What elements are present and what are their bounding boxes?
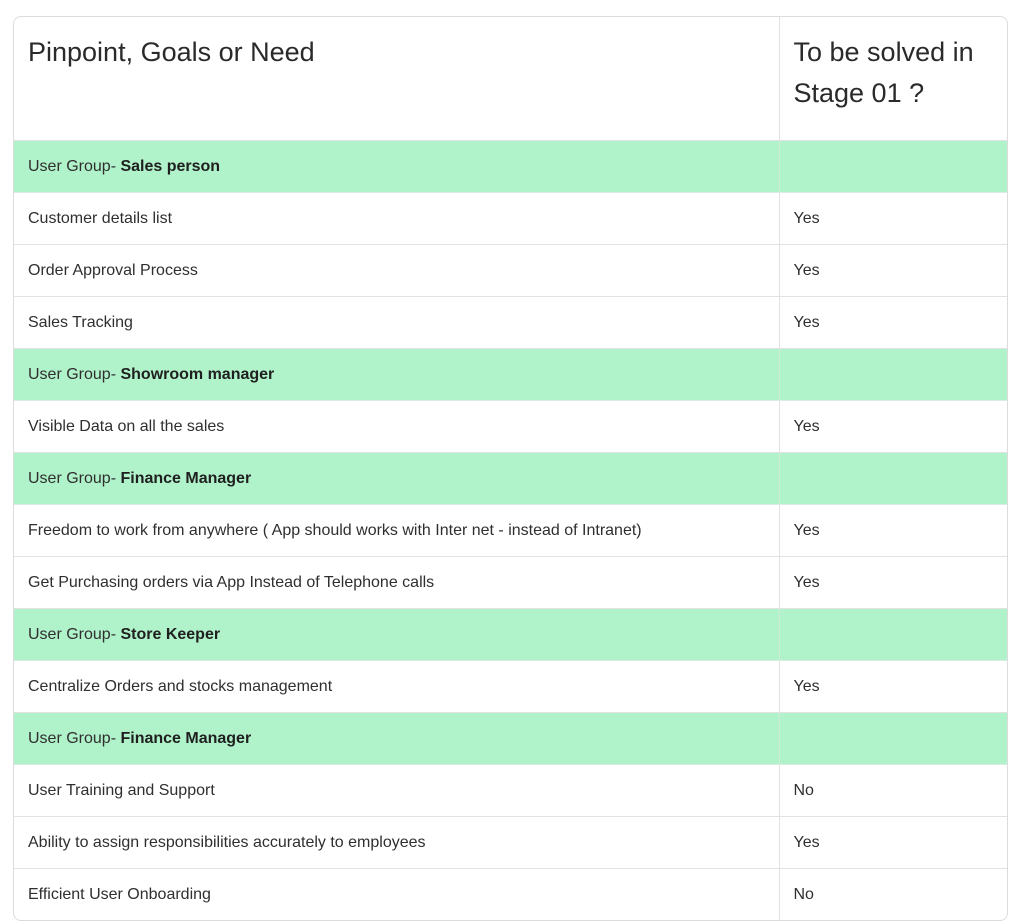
group-row — [14, 141, 1007, 193]
group-prefix: User Group- — [28, 469, 121, 487]
requirements-table — [14, 17, 1007, 920]
need-cell: Ability to assign responsibilities accurately to employees — [14, 817, 779, 869]
answer-cell — [779, 609, 1007, 661]
table-row — [14, 557, 1007, 609]
requirements-table-container — [13, 16, 1008, 921]
header-need: Pinpoint, Goals or Need — [14, 17, 779, 141]
need-cell: Order Approval Process — [14, 245, 779, 297]
table-row — [14, 245, 1007, 297]
group-row — [14, 349, 1007, 401]
group-cell — [14, 609, 779, 661]
answer-cell: Yes — [779, 193, 1007, 245]
group-prefix: User Group- — [28, 365, 121, 383]
answer-cell: Yes — [779, 297, 1007, 349]
group-row — [14, 453, 1007, 505]
answer-cell: Yes — [779, 245, 1007, 297]
answer-cell: No — [793, 885, 814, 903]
header-row — [14, 17, 1007, 141]
answer-cell: Yes — [779, 817, 1007, 869]
table-body — [14, 141, 1007, 921]
group-cell — [14, 349, 779, 401]
header-stage — [779, 17, 1007, 141]
header-stage-line1: To be solved in — [793, 37, 974, 67]
group-name: Finance Manager — [120, 729, 252, 747]
table-row — [14, 765, 1007, 817]
group-name: Finance Manager — [120, 469, 252, 487]
group-row — [14, 609, 1007, 661]
need-cell: Sales Tracking — [14, 297, 779, 349]
answer-cell — [779, 713, 1007, 765]
answer-cell — [779, 141, 1007, 193]
table-row — [14, 193, 1007, 245]
table-row — [14, 661, 1007, 713]
table-row — [14, 817, 1007, 869]
table-row — [14, 401, 1007, 453]
group-prefix: User Group- — [28, 729, 121, 747]
answer-cell: Yes — [779, 505, 1007, 557]
group-name: Sales person — [120, 157, 221, 175]
group-prefix: User Group- — [28, 157, 121, 175]
answer-cell: No — [779, 765, 1007, 817]
need-cell: Get Purchasing orders via App Instead of Telephone calls — [14, 557, 779, 609]
group-cell — [14, 713, 779, 765]
group-cell — [14, 141, 779, 193]
answer-cell: Yes — [779, 557, 1007, 609]
group-prefix: User Group- — [28, 625, 121, 643]
table-header — [14, 17, 1007, 141]
need-cell: Customer details list — [14, 193, 779, 245]
need-cell: Visible Data on all the sales — [14, 401, 779, 453]
group-cell — [14, 453, 779, 505]
table-row — [14, 297, 1007, 349]
group-row — [14, 713, 1007, 765]
need-cell: Freedom to work from anywhere ( App should works with Inter net - instead of Intranet) — [14, 505, 779, 557]
need-cell: Centralize Orders and stocks management — [14, 661, 779, 713]
group-name: Showroom manager — [120, 365, 275, 383]
answer-cell: Yes — [779, 661, 1007, 713]
need-cell: User Training and Support — [14, 765, 779, 817]
table-row — [14, 505, 1007, 557]
answer-cell: Yes — [779, 401, 1007, 453]
need-cell: Efficient User Onboarding — [14, 869, 779, 921]
answer-cell — [779, 453, 1007, 505]
answer-cell — [779, 349, 1007, 401]
table-row — [14, 869, 1007, 921]
header-stage-line2: Stage 01 ? — [793, 78, 925, 108]
group-name: Store Keeper — [120, 625, 221, 643]
